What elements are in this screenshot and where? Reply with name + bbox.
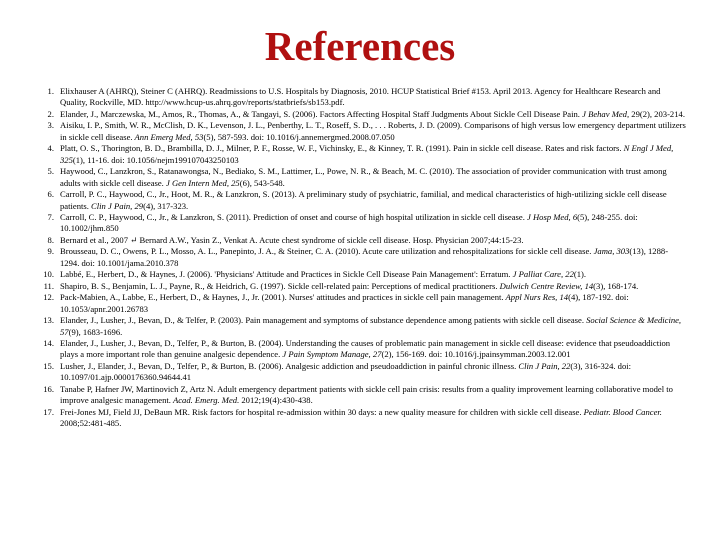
- reference-number: 12.: [43, 292, 54, 303]
- reference-journal: J Behav Med,: [582, 108, 630, 119]
- reference-journal: Clin J Pain, 22: [516, 360, 571, 371]
- reference-text: Elixhauser A (AHRQ), Steiner C (AHRQ). Readmissions to U.S. Hospitals by Diagnosis, 2010. HCUP Statistical Brief #153. April 2013. Agency for Healthcare Research and Quality, Rockville, MD. http://www.hcup-us.ahrq.gov/reports/statbriefs/sb153.pdf.: [60, 86, 661, 108]
- reference-number: 2.: [47, 108, 54, 119]
- reference-text: Lusher, J., Elander, J., Bevan, D., Telfer, P., & Burton, B. (2006). Analgesic addiction and pseudoaddiction in painful chronic illness.: [60, 360, 517, 371]
- reference-text: Elander, J., Lusher, J., Bevan, D., & Telfer, P. (2003). Pain management and symptoms of substance dependence among patients with sickle cell disease.: [60, 315, 584, 326]
- reference-tail: 2012;19(4):430-438.: [239, 395, 313, 406]
- reference-tail: (5), 248-255. doi: 10.1002/jhm.850: [60, 211, 638, 234]
- reference-item: [38, 109, 686, 120]
- reference-number: 4.: [47, 143, 54, 154]
- reference-item: [38, 269, 686, 280]
- reference-number: 7.: [47, 211, 54, 222]
- reference-text: Carroll, C. P., Haywood, C., Jr., & Lanzkron, S. (2011). Prediction of onset and course of high hospital utilization in sickle cell disease.: [60, 211, 525, 222]
- reference-item: [38, 361, 686, 384]
- reference-number: 13.: [43, 315, 54, 326]
- reference-journal: Clin J Pain, 29: [88, 200, 144, 211]
- reference-tail: (3), 316-324. doi: 10.1097/01.ajp.0000176360.94644.41: [60, 360, 632, 383]
- reference-item: [38, 407, 686, 430]
- reference-text: Pack-Mabien, A., Labbe, E., Herbert, D., & Haynes, J., Jr. (2001). Nurses' attitudes and practices in sickle cell pain management.: [60, 292, 504, 303]
- reference-item: [38, 212, 686, 235]
- reference-number: 14.: [43, 337, 54, 348]
- reference-item: [38, 384, 686, 407]
- reference-journal: Appl Nurs Res, 14: [503, 292, 569, 303]
- reference-tail: (13), 1288-1294. doi: 10.1001/jama.2010.378: [60, 246, 669, 268]
- reference-journal: J Hosp Med, 6: [524, 211, 578, 222]
- reference-journal: Social Science & Medicine, 57: [60, 315, 682, 337]
- page-title: References: [264, 23, 456, 69]
- reference-tail: (2), 156-169. doi: 10.1016/j.jpainsymman.2003.12.001: [381, 349, 571, 360]
- reference-text: Carroll, P. C., Haywood, C., Jr., Hoot, M. R., & Lanzkron, S. (2013). A preliminary study of psychiatric, familial, and medical characteristics of high-utilizing sickle cell disease patients.: [60, 189, 667, 211]
- reference-number: 9.: [47, 246, 54, 257]
- reference-tail: (5), 587-593. doi: 10.1016/j.annemergmed.2008.07.050: [203, 131, 395, 142]
- reference-text: Tanabe P, Hafner JW, Martinovich Z, Artz N. Adult emergency department patients with sickle cell pain crisis: results from a quality improvement learning collaborative model to improve analgesic management.: [60, 383, 673, 406]
- reference-number: 3.: [47, 120, 54, 131]
- reference-text: Platt, O. S., Thorington, B. D., Brambilla, D. J., Milner, P. F., Rosse, W. F., Vichinsky, E., & Kinney, T. R. (1991). Pain in sickle cell disease. Rates and risk factors.: [60, 143, 622, 154]
- reference-text: Elander, J., Lusher, J., Bevan, D., Telfer, P., & Burton, B. (2004). Understanding the causes of problematic pain management in sickle cell disease: evidence that pseudoaddiction plays a more important role than genuine analgesic dependence.: [60, 337, 671, 360]
- reference-text: Bernard et al., 2007 ↵ Bernard A.W., Yasin Z., Venkat A. Acute chest syndrome of sickle cell disease. Hosp. Physician 2007;44:15-23.: [60, 234, 524, 245]
- reference-text: Haywood, C., Lanzkron, S., Ratanawongsa, N., Bediako, S. M., Lattimer, L., Powe, N. R., & Beach, M. C. (2010). The association of provider communication with trust among adults with sickle cell disease.: [60, 166, 667, 188]
- reference-tail: (4), 317-323.: [143, 200, 189, 211]
- reference-item: [38, 338, 686, 361]
- reference-item: [38, 189, 686, 212]
- reference-number: 15.: [43, 360, 54, 371]
- reference-item: [38, 281, 686, 292]
- reference-number: 10.: [43, 269, 54, 280]
- reference-item: [38, 143, 686, 166]
- reference-text: Labbé, E., Herbert, D., & Haynes, J. (2006). 'Physicians' Attitude and Practices in Sickle Cell Disease Pain Management': Erratum.: [60, 269, 511, 280]
- reference-tail: (3), 168-174.: [593, 280, 639, 291]
- reference-number: 17.: [43, 406, 54, 417]
- reference-number: 11.: [43, 280, 54, 291]
- reference-journal: Dulwich Centre Review, 14: [497, 280, 594, 291]
- reference-tail: (9), 1683-1696.: [68, 326, 123, 337]
- reference-text: Brousseau, D. C., Owens, P. L., Mosso, A. L., Panepinto, J. A., & Steiner, C. A. (2010). Acute care utilization and rehospitalizations for sickle cell disease.: [60, 246, 592, 257]
- reference-tail: (6), 543-548.: [239, 177, 285, 188]
- reference-number: 8.: [47, 234, 54, 245]
- reference-number: 5.: [47, 166, 54, 177]
- reference-journal: N Engl J Med, 325: [60, 143, 674, 165]
- reference-item: [38, 235, 686, 246]
- reference-text: Elander, J., Marczewska, M., Amos, R., Thomas, A., & Tangayi, S. (2006). Factors Affecting Hospital Staff Judgments About Sickle Cell Disease Pain.: [60, 108, 580, 119]
- reference-text: Aisiku, I. P., Smith, W. R., McClish, D. K., Levenson, J. L., Penberthy, L. T., Roseff, S. D., . . . Roberts, J. D. (2009). Comparisons of high versus low emergency department utilizers in sickle cell disease.: [60, 120, 686, 142]
- reference-text: Shapiro, B. S., Benjamin, L. J., Payne, R., & Heidrich, G. (1997). Sickle cell-related pain: Perceptions of medical practitioners.: [60, 280, 498, 291]
- reference-list: [38, 86, 686, 430]
- reference-item: [38, 315, 686, 338]
- reference-number: 16.: [43, 383, 54, 394]
- reference-journal: Jama, 303: [591, 246, 630, 257]
- reference-tail: (4), 187-192. doi: 10.1053/apnr.2001.26783: [60, 292, 629, 314]
- reference-journal: Acad. Emerg. Med.: [170, 395, 240, 406]
- reference-text: Frei-Jones MJ, Field JJ, DeBaun MR. Risk factors for hospital re-admission within 30 days: a new quality measure for children with sickle cell disease.: [60, 406, 582, 417]
- reference-item: [38, 120, 686, 143]
- reference-item: [38, 292, 686, 315]
- reference-journal: J Pain Symptom Manage, 27: [280, 349, 382, 360]
- reference-number: 1.: [47, 86, 54, 96]
- reference-item: [38, 166, 686, 189]
- reference-tail: 2008;52:481-485.: [60, 418, 122, 429]
- reference-journal: Ann Emerg Med, 53: [132, 131, 204, 142]
- reference-tail: 29(2), 203-214.: [629, 108, 685, 119]
- reference-journal: Pediatr. Blood Cancer.: [581, 406, 662, 417]
- reference-tail: (1), 11-16. doi: 10.1056/nejm199107043250103: [72, 154, 239, 165]
- reference-number: 6.: [47, 189, 54, 200]
- reference-tail: (1).: [573, 269, 587, 280]
- reference-item: [38, 86, 686, 109]
- reference-journal: J Gen Intern Med, 25: [163, 177, 240, 188]
- reference-item: [38, 246, 686, 269]
- reference-journal: J Palliat Care, 22: [510, 269, 574, 280]
